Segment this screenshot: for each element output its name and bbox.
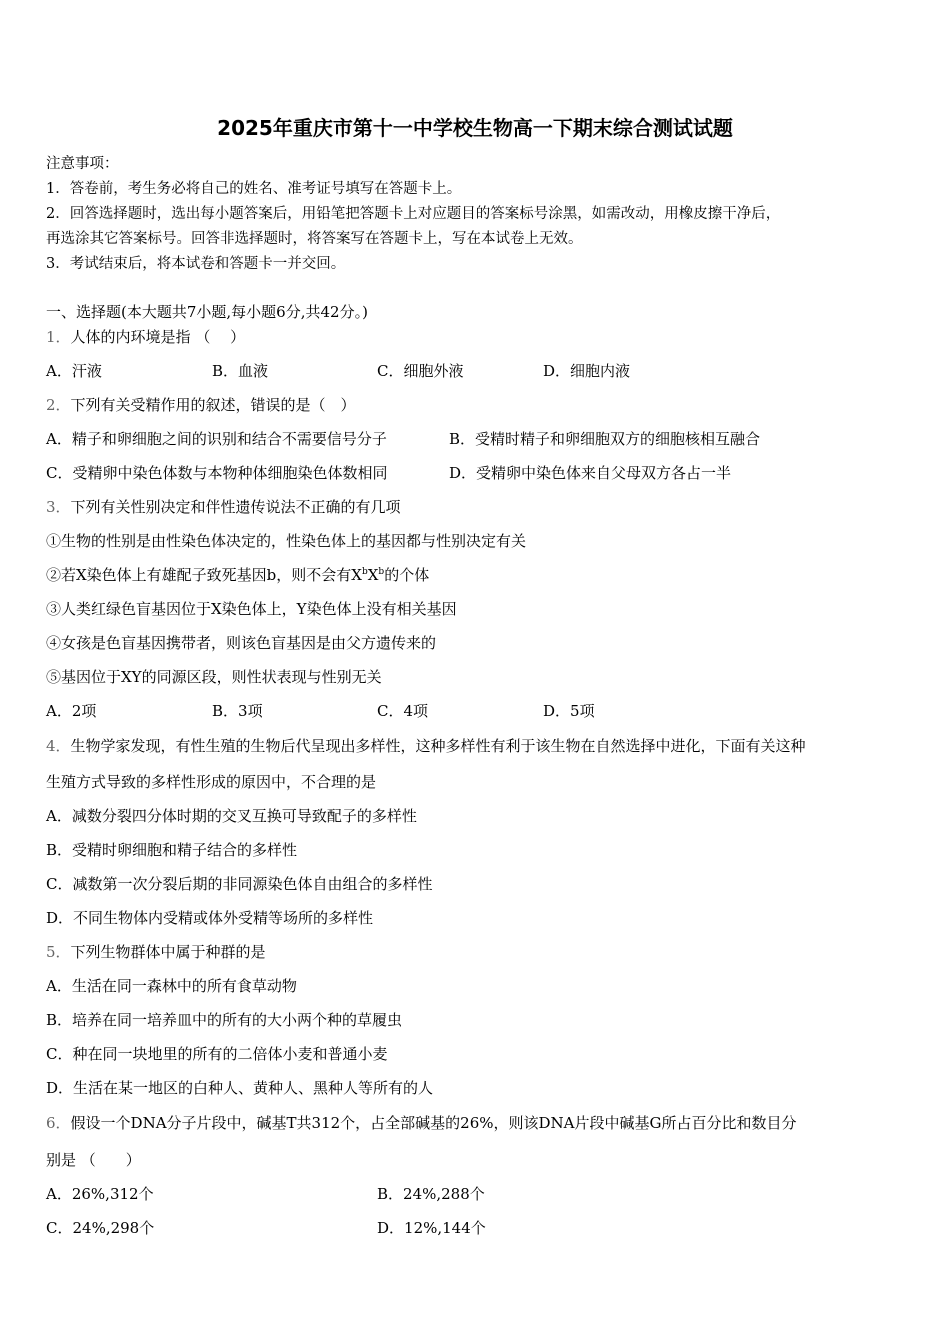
question-text-cont: 别是 （ ） [46,1151,141,1169]
question-number: 5． [46,943,71,961]
option: C．减数第一次分裂后期的非同源染色体自由组合的多样性 [46,875,433,893]
question-text: 下列生物群体中属于种群的是 [70,943,266,961]
question-1 [46,326,245,347]
option: A．2项 [46,702,97,720]
option: C．细胞外液 [377,362,464,380]
question-number: 4． [46,737,71,755]
question-text: 人体的内环境是指 （ ） [70,328,246,346]
option: D．细胞内液 [543,362,631,380]
option: A．汗液 [46,362,102,380]
option: B．受精时精子和卵细胞双方的细胞核相互融合 [449,430,761,448]
question-number: 6． [46,1114,71,1132]
option: C．4项 [377,702,429,720]
option: C．种在同一块地里的所有的二倍体小麦和普通小麦 [46,1045,388,1063]
option: B．3项 [212,702,263,720]
question-4 [46,735,806,756]
question-5 [46,941,266,962]
question-text: 下列有关受精作用的叙述，错误的是（ ） [70,396,356,414]
option: A．26%,312个 [46,1185,154,1203]
superscript: b [361,567,368,577]
notice-item: 再选涂其它答案标号。回答非选择题时，将答案写在答题卡上，写在本试卷上无效。 [46,231,583,247]
question-number: 2． [46,396,71,414]
option: B．受精时卵细胞和精子结合的多样性 [46,841,298,859]
option: D．12%,144个 [377,1219,486,1237]
statement: ⑤基因位于XY的同源区段，则性状表现与性别无关 [46,668,382,686]
option: D．5项 [543,702,595,720]
option: D．不同生物体内受精或体外受精等场所的多样性 [46,909,374,927]
question-text: 生物学家发现，有性生殖的生物后代呈现出多样性，这种多样性有利于该生物在自然选择中进化，下面有关这种 [70,737,806,755]
option: A．减数分裂四分体时期的交叉互换可导致配子的多样性 [46,807,417,825]
question-3 [46,496,401,517]
option: A．精子和卵细胞之间的识别和结合不需要信号分子 [46,430,387,448]
notice-item: 1．答卷前，考生务必将自己的姓名、准考证号填写在答题卡上。 [46,181,462,197]
superscript: b [378,567,385,577]
option: B．血液 [212,362,269,380]
option: D．受精卵中染色体来自父母双方各占一半 [449,464,732,482]
statement: ①生物的性别是由性染色体决定的，性染色体上的基因都与性别决定有关 [46,532,527,550]
question-number: 1． [46,328,71,346]
page-title: 2025年重庆市第十一中学校生物高一下期末综合测试试题 [217,116,733,140]
question-text: 假设一个DNA分子片段中，碱基T共312个，占全部碱基的26%，则该DNA片段中碱基G所占百分比和数目分 [70,1114,797,1132]
statement: ③人类红绿色盲基因位于X染色体上，Y染色体上没有相关基因 [46,600,457,618]
question-2 [46,394,356,415]
notice-item: 3．考试结束后，将本试卷和答题卡一并交回。 [46,256,346,272]
option: C．受精卵中染色体数与本物种体细胞染色体数相同 [46,464,388,482]
notice-item: 2．回答选择题时，选出每小题答案后，用铅笔把答题卡上对应题目的答案标号涂黑，如需改动，用橡皮擦干净后， [46,206,781,222]
section-heading: 一、选择题(本大题共7小题,每小题6分,共42分。) [46,303,368,321]
statement: ④女孩是色盲基因携带者，则该色盲基因是由父方遗传来的 [46,634,437,652]
statement-text: 的个体 [384,566,430,584]
question-text: 下列有关性别决定和伴性遗传说法不正确的有几项 [70,498,401,516]
option: A．生活在同一森林中的所有食草动物 [46,977,297,995]
statement-text: X [367,566,379,584]
option: B．24%,288个 [377,1185,485,1203]
option: C．24%,298个 [46,1219,155,1237]
statement-text: ②若X染色体上有雄配子致死基因b，则不会有X [46,566,362,584]
question-6 [46,1112,796,1133]
question-text-cont: 生殖方式导致的多样性形成的原因中，不合理的是 [46,773,377,791]
option: B．培养在同一培养皿中的所有的大小两个种的草履虫 [46,1011,403,1029]
question-number: 3． [46,498,71,516]
statement [46,564,429,585]
notice-heading: 注意事项： [46,156,119,172]
option: D．生活在某一地区的白种人、黄种人、黑种人等所有的人 [46,1079,434,1097]
